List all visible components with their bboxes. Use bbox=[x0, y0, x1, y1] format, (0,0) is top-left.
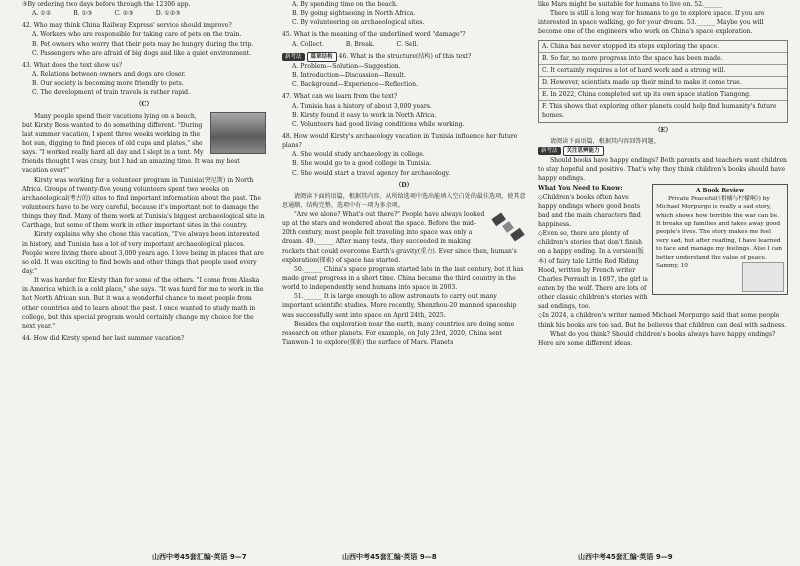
paragraph: 50.______ China's space program started late in the last century, but it has made great progress in a short time. China became the third country in the world to independently send humans into space in 2003. bbox=[282, 265, 524, 292]
question-42: 42. Who may think China Railway Express' service should improve? bbox=[22, 22, 232, 30]
review-body: Private Peaceful(《柑橘与柠檬啊》) by Michael Morpurgo is really a sad story, which shows how terrible the war can be. It breaks up families and takes away good people's lives. The story makes me feel very sad, but after reading, I have learned to face and manage my feelings. Also I can better understand the value of peace. bbox=[656, 195, 783, 261]
tag-row bbox=[538, 146, 788, 156]
option: B. So far, no more progress into the space has been made. bbox=[539, 53, 787, 65]
option: C. By volunteering on archaeological sites. bbox=[292, 19, 425, 27]
option: A. Collect. bbox=[292, 40, 324, 48]
instructions: 请阅读下面的语篇，根据其内容，从所给选项中选出能填入空白处的最佳选项，使其意思通顺、结构完整。选项中有一项为多余项。 bbox=[282, 192, 526, 209]
option: C. It certainly requires a lot of hard work and a strong will. bbox=[539, 65, 787, 77]
structure-tag: 篇章结构 bbox=[307, 52, 337, 62]
option: B. By going sightseeing in North Africa. bbox=[292, 10, 416, 18]
question-46 bbox=[282, 52, 526, 62]
option: C. ②③ bbox=[114, 10, 134, 18]
paragraph: Should books have happy endings? Both parents and teachers want children to stay hopeful and positive. That's why they think children's books should have happy endings. bbox=[538, 157, 787, 183]
paragraph: Kirsty was working for a volunteer program in Tunisia(突尼斯) in North Africa. Groups of twenty-five young volunteers spent two weeks on archaeological(考古的) sites to find important information about the past. The volunteers have to be very careful, because it's important not to damage the things they find. Many of them work at Tunisia's biggest archaeological site in Carthage, but some of them work in other important sites in the country. bbox=[22, 176, 265, 230]
paragraph: It was harder for Kirsty than for some of the others. "I come from Alaska in America which is a cold place," she says. "It was hard for me to work in the hot North African sun. But it was a wonderful chance to meet people from other countries and to learn about the past. I once wanted to study math in college, but this special program would certainly change my choice for the next year." bbox=[22, 277, 264, 330]
option: C. Sell. bbox=[396, 40, 419, 48]
question-43: 43. What does the text show us? bbox=[22, 61, 123, 69]
page-footer: 山西中考45套汇编·英语 9—8 bbox=[342, 552, 437, 561]
satellite-illustration bbox=[490, 210, 526, 244]
question-44: 44. How did Kirsty spend her last summer vacation? bbox=[22, 334, 185, 342]
instructions: 请阅读下面语篇，根据其内容回答问题。 bbox=[550, 137, 660, 145]
section-heading: （C） bbox=[135, 101, 153, 109]
paragraph: ◇Even so, there are plenty of children's stories that don't finish on a happy ending. In a version(版本) of fairy tale Little Red Riding Hood, written by French writer Charles Perrault in 1697, the girl is eaten by the wolf. There are lots of other classic children's stories with sad endings, too. bbox=[538, 230, 648, 311]
option: F. This shows that exploring other planets could help find humanity's future homes. bbox=[542, 103, 777, 120]
paragraph: Many people spend their vacations lying on a beach, but Kirsty Boss wanted to do something different. "During last summer vacation, I spent three weeks working in the hot sun, digging to find pieces of old cups and plates," she says. "I worked really hard all day and I slept in a tent. My friends thought I was crazy, but I had an amazing time. It was my best vacation ever!" bbox=[22, 112, 240, 175]
paragraph: like Mars might be suitable for humans to live on. 52.______ bbox=[538, 1, 723, 8]
option: C. The development of train travels is rather rapid. bbox=[32, 89, 190, 97]
review-signature: Sammy, 10 bbox=[656, 263, 688, 270]
option: A. Problem—Solution—Suggestion. bbox=[292, 62, 401, 70]
column-left bbox=[22, 0, 266, 566]
paragraph: Besides the exploration near the earth, many countries are doing some research on other planets. For example, on July 23rd, 2020, China sent Tianwen-1 to explore(探索) the surface of Mars. Planets bbox=[282, 320, 515, 347]
question-47: 47. What can we learn from the text? bbox=[282, 93, 398, 101]
section-heading: （E） bbox=[654, 126, 672, 134]
option: B. Kirsty found it easy to work in North Africa. bbox=[292, 111, 437, 119]
option: C. Passengers who are afraid of big dogs and like a quiet environment. bbox=[32, 49, 252, 57]
option: B. Pet owners who worry that their pets may be hungry during the trip. bbox=[32, 40, 254, 48]
option: C. She would start a travel agency for archaeology. bbox=[292, 169, 451, 177]
thinking-tag: 关注思辨能力 bbox=[563, 146, 604, 156]
options-row bbox=[282, 40, 526, 49]
column-middle bbox=[282, 0, 526, 566]
option: A. Workers who are responsible for taking care of pets on the train. bbox=[32, 31, 242, 39]
option: A. ①② bbox=[32, 10, 52, 18]
option: B. ①③ bbox=[73, 10, 93, 18]
paragraph: What do you think? Should children's books always have happy endings? Here are some different ideas. bbox=[538, 330, 776, 347]
question-48: 48. How would Kirsty's archaeology vacation in Tunisia influence her future plans? bbox=[282, 132, 518, 150]
text-line: ③By ordering two days before through the 12306 app. bbox=[22, 1, 191, 8]
paragraph: Kirsty explains why she chose this vacation, "I've always been interested in history, and Tunisia has a lot of very important archaeological places. People were living there about 3,000 years ago. I love being in places that are so old. It was exciting to find bowls and other things that people used every day." bbox=[22, 231, 264, 275]
child-reading-illustration bbox=[742, 262, 784, 292]
option: D. ①②③ bbox=[155, 10, 181, 18]
page-footer: 山西中考45套汇编·英语 9—9 bbox=[578, 552, 673, 561]
option: E. In 2022, China completed set up its own space station Tiangong. bbox=[539, 89, 787, 101]
option: B. Introduction—Discussion—Result. bbox=[292, 72, 406, 80]
option: A. Relations between owners and dogs are closer. bbox=[32, 70, 186, 78]
option: A. By spending time on the beach. bbox=[292, 1, 398, 8]
paragraph: 51.______ It is large enough to allow astronauts to carry out many important scientific studies. More recently, Shenzhou-20 manned spaceship was successfully sent into space on April 24th, 2025. bbox=[282, 293, 517, 319]
question-45: 45. What is the meaning of the underlined word "damage"? bbox=[282, 31, 466, 39]
section-heading: （D） bbox=[395, 181, 413, 189]
option: B. She would go to a good college in Tunisia. bbox=[292, 160, 432, 168]
option: A. Tunisia has a history of about 3,000 years. bbox=[292, 102, 432, 110]
subheading: What You Need to Know: bbox=[538, 184, 623, 192]
option: C. Background—Experience—Reflection. bbox=[292, 81, 418, 89]
page-footer: 山西中考45套汇编·英语 9—7 bbox=[152, 552, 247, 561]
option: B. Our society is becoming more friendly to pets. bbox=[32, 80, 184, 88]
paragraph: There is still a long way for humans to go to explore space. If you are interested in space walking, go for your dream. 53.______ Maybe you will become one of the engineers who work on China's space exploration. bbox=[538, 10, 765, 36]
paragraph: ◇Children's books often have happy endings where good beats bad and the main characters find happiness. bbox=[538, 193, 641, 229]
option: A. She would study archaeology in college. bbox=[292, 151, 425, 159]
option: A. China has never stopped its steps exploring the space. bbox=[539, 41, 787, 53]
archaeology-photo bbox=[210, 112, 266, 154]
column-right bbox=[538, 0, 788, 566]
review-title: A Book Review bbox=[696, 187, 744, 194]
paragraph: "Are we alone? What's out there?" People have always looked up at the stars and wondered about the space. Before the mid-20th century, most people felt traveling into space was only a dream. 49.______ After many tests, they succeeded in making rockets that could overcome Earth's gravity(重力). Ever since then, human's exploration(探索) of space has started. bbox=[282, 211, 517, 264]
option: D. However, scientists made up their mind to make it come true. bbox=[539, 77, 787, 89]
book-review-box bbox=[652, 184, 788, 296]
options-row bbox=[22, 9, 266, 18]
question-46-text: 46. What is the structure(结构) of this text? bbox=[338, 52, 472, 60]
options-box bbox=[538, 40, 788, 123]
option: C. Volunteers had good living conditions while working. bbox=[292, 120, 465, 128]
new-format-tag: 新考法 bbox=[538, 147, 561, 155]
new-format-tag: 新考法 bbox=[282, 53, 305, 61]
option: B. Break. bbox=[345, 40, 375, 48]
paragraph: ◇In 2024, a children's writer named Michael Morpurgo said that some people think his books are too sad. But he believes that children can deal with sadness. bbox=[538, 312, 787, 329]
